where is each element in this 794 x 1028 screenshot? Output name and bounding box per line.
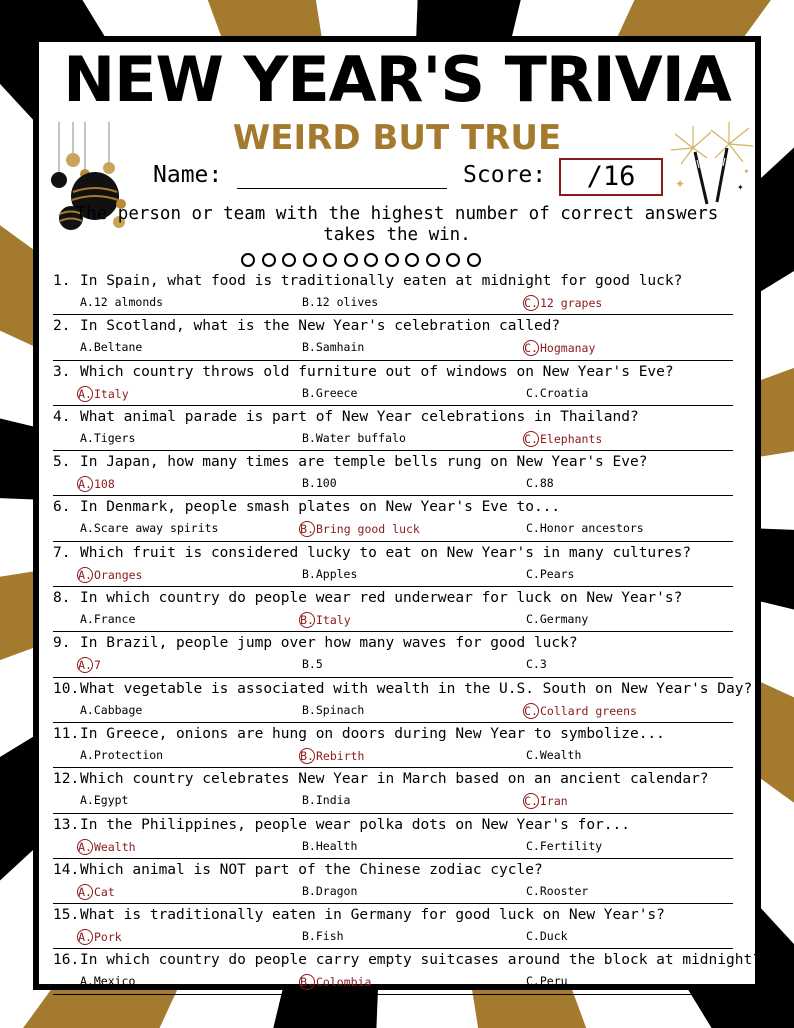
option-text: 100 bbox=[315, 476, 337, 491]
option-letter: B. bbox=[300, 613, 314, 628]
option-letter: B. bbox=[302, 838, 316, 853]
option-letter: C. bbox=[526, 521, 540, 536]
option-text: Wealth bbox=[94, 839, 136, 854]
question-number: 1. bbox=[53, 273, 71, 289]
answer-option-correct[interactable] bbox=[80, 839, 136, 855]
answer-option[interactable] bbox=[302, 839, 357, 853]
option-letter: A. bbox=[80, 430, 94, 445]
option-text: Fertility bbox=[539, 838, 603, 853]
option-letter: C. bbox=[526, 612, 540, 627]
score-field[interactable]: /16 bbox=[559, 158, 663, 196]
question-number: 6. bbox=[53, 499, 71, 516]
tally-circle[interactable] bbox=[426, 253, 440, 267]
score-tally-circles bbox=[241, 253, 481, 267]
option-letter: B. bbox=[302, 793, 316, 808]
option-text: Pears bbox=[539, 566, 575, 581]
option-text: Germany bbox=[539, 612, 589, 627]
tally-circle[interactable] bbox=[303, 253, 317, 267]
question-text: What animal parade is part of New Year celebrations in Thailand? bbox=[80, 408, 639, 425]
tally-circle[interactable] bbox=[467, 253, 481, 267]
question-text: Which animal is NOT part of the Chinese zodiac cycle? bbox=[80, 861, 543, 878]
option-letter: B. bbox=[302, 385, 316, 400]
option-letter: A. bbox=[80, 974, 94, 989]
option-text: Oranges bbox=[94, 567, 143, 582]
answer-option-correct[interactable] bbox=[302, 612, 351, 628]
question-number: 16. bbox=[53, 952, 80, 969]
option-letter: A. bbox=[78, 477, 92, 492]
option-letter: C. bbox=[526, 657, 540, 672]
answer-option-correct[interactable] bbox=[526, 431, 602, 447]
option-text: Egypt bbox=[93, 793, 129, 808]
question-number: 5. bbox=[53, 454, 71, 471]
question-text: In Scotland, what is the New Year's celebration called? bbox=[80, 318, 561, 335]
option-text: Elephants bbox=[540, 431, 603, 446]
option-text: 12 olives bbox=[315, 295, 379, 309]
page-subtitle: WEIRD BUT TRUE bbox=[232, 118, 562, 158]
option-text: 108 bbox=[94, 477, 115, 492]
svg-text:✦: ✦ bbox=[675, 177, 686, 191]
question-text: Which country throws old furniture out of windows on New Year's Eve? bbox=[80, 363, 674, 380]
answer-option[interactable] bbox=[302, 657, 323, 671]
option-letter: B. bbox=[302, 883, 316, 898]
option-letter: C. bbox=[526, 476, 540, 491]
option-text: Colombia bbox=[316, 975, 372, 990]
question-text: In Spain, what food is traditionally eaten at midnight for good luck? bbox=[80, 273, 683, 289]
tally-circle[interactable] bbox=[385, 253, 399, 267]
option-letter: B. bbox=[302, 566, 316, 581]
option-letter: C. bbox=[524, 431, 538, 446]
answer-option[interactable] bbox=[526, 929, 568, 943]
question-text: In the Philippines, people wear polka dots on New Year's for... bbox=[80, 816, 630, 833]
answer-option[interactable] bbox=[302, 431, 406, 445]
option-letter: A. bbox=[78, 839, 92, 854]
option-letter: A. bbox=[80, 612, 94, 627]
question-item bbox=[53, 678, 753, 723]
question-text: What vegetable is associated with wealth in the U.S. South on New Year's Day? bbox=[80, 680, 753, 697]
option-text: Italy bbox=[94, 386, 129, 401]
name-label: Name: bbox=[153, 162, 223, 188]
answer-option[interactable] bbox=[526, 884, 588, 898]
name-field[interactable] bbox=[237, 188, 447, 189]
tally-circle[interactable] bbox=[405, 253, 419, 267]
option-text: 12 almonds bbox=[93, 295, 164, 309]
answer-option[interactable] bbox=[80, 703, 142, 717]
question-text: Which country celebrates New Year in March based on an ancient calendar? bbox=[80, 771, 709, 788]
question-item bbox=[53, 406, 733, 451]
question-item bbox=[53, 270, 733, 315]
question-number: 4. bbox=[53, 408, 71, 425]
question-number: 14. bbox=[53, 861, 80, 878]
option-letter: A. bbox=[78, 930, 92, 945]
question-number: 15. bbox=[53, 907, 80, 924]
option-text: Dragon bbox=[315, 883, 358, 898]
question-text: In which country do people carry empty suitcases around the block at midnight? bbox=[80, 952, 761, 969]
answer-option[interactable] bbox=[302, 929, 344, 943]
question-text: In Greece, onions are hung on doors during New Year to symbolize... bbox=[80, 725, 665, 742]
question-item bbox=[53, 904, 733, 949]
question-number: 10. bbox=[53, 680, 80, 697]
option-text: Greece bbox=[315, 385, 358, 400]
answer-option[interactable] bbox=[302, 567, 357, 581]
answer-option[interactable] bbox=[526, 974, 568, 988]
svg-text:✦: ✦ bbox=[743, 167, 750, 176]
question-item bbox=[53, 768, 733, 813]
question-text: Which fruit is considered lucky to eat on New Year's in many cultures? bbox=[80, 544, 692, 561]
option-text: Beltane bbox=[93, 340, 143, 355]
answer-option-correct[interactable] bbox=[526, 793, 568, 809]
question-number: 12. bbox=[53, 771, 80, 788]
answer-option[interactable] bbox=[526, 657, 547, 671]
answer-option-correct[interactable] bbox=[80, 884, 115, 900]
option-text: Italy bbox=[316, 613, 351, 628]
option-text: Tigers bbox=[93, 430, 136, 445]
page-title: NEW YEAR'S TRIVIA bbox=[63, 43, 731, 116]
option-text: Bring good luck bbox=[316, 522, 420, 537]
answer-option[interactable] bbox=[302, 793, 350, 807]
option-text: Apples bbox=[315, 566, 358, 581]
option-letter: B. bbox=[302, 929, 316, 944]
option-text: Water buffalo bbox=[315, 430, 406, 445]
option-letter: B. bbox=[302, 476, 316, 491]
answer-option[interactable] bbox=[526, 386, 588, 400]
question-text: What is traditionally eaten in Germany for good luck on New Year's? bbox=[80, 907, 665, 924]
option-letter: B. bbox=[300, 975, 314, 990]
instructions: The person or team with the highest number of correct answers takes the win. bbox=[75, 204, 719, 245]
tally-circle[interactable] bbox=[323, 253, 337, 267]
option-text: India bbox=[315, 793, 351, 808]
answer-option-correct[interactable] bbox=[80, 929, 122, 945]
question-number: 3. bbox=[53, 363, 71, 380]
question-item bbox=[53, 949, 761, 994]
option-text: Croatia bbox=[539, 385, 589, 400]
answer-option[interactable] bbox=[526, 612, 588, 626]
question-number: 8. bbox=[53, 590, 71, 607]
answer-option-correct[interactable] bbox=[302, 974, 371, 990]
option-letter: C. bbox=[526, 929, 540, 944]
question-item bbox=[53, 587, 733, 632]
option-letter: C. bbox=[524, 703, 538, 718]
answer-option[interactable] bbox=[526, 567, 574, 581]
option-letter: B. bbox=[300, 748, 314, 763]
answer-option[interactable] bbox=[80, 974, 135, 988]
answer-option[interactable] bbox=[302, 884, 357, 898]
question-number: 9. bbox=[53, 635, 71, 652]
question-number: 11. bbox=[53, 725, 80, 742]
question-text: In Denmark, people smash plates on New Year's Eve to... bbox=[80, 499, 561, 516]
answer-option-correct[interactable] bbox=[80, 386, 129, 402]
option-text: Mexico bbox=[93, 974, 136, 989]
answer-option[interactable] bbox=[302, 476, 337, 490]
option-letter: C. bbox=[526, 838, 540, 853]
option-text: 3 bbox=[539, 657, 547, 672]
option-letter: C. bbox=[526, 385, 540, 400]
answer-option-correct[interactable] bbox=[302, 748, 364, 764]
option-letter: C. bbox=[526, 883, 540, 898]
option-letter: A. bbox=[80, 747, 94, 762]
answer-option-correct[interactable] bbox=[80, 657, 101, 673]
option-text: Rebirth bbox=[316, 748, 365, 763]
answer-option-correct[interactable] bbox=[80, 476, 115, 492]
option-letter: A. bbox=[78, 658, 92, 673]
tally-circle[interactable] bbox=[241, 253, 255, 267]
option-letter: B. bbox=[302, 702, 316, 717]
option-letter: C. bbox=[524, 341, 538, 356]
option-letter: C. bbox=[526, 974, 540, 989]
option-letter: C. bbox=[524, 794, 538, 809]
option-letter: A. bbox=[80, 702, 94, 717]
question-item bbox=[53, 542, 733, 587]
answer-option[interactable] bbox=[526, 748, 581, 762]
answer-option[interactable] bbox=[302, 703, 364, 717]
tally-circle[interactable] bbox=[446, 253, 460, 267]
option-letter: B. bbox=[300, 522, 314, 537]
answer-option-correct[interactable] bbox=[302, 521, 420, 537]
answer-option[interactable] bbox=[80, 340, 142, 354]
question-item bbox=[53, 315, 733, 360]
option-text: Wealth bbox=[539, 747, 582, 762]
question-item bbox=[53, 814, 733, 859]
question-text: In Brazil, people jump over how many waves for good luck? bbox=[80, 635, 578, 652]
question-number: 2. bbox=[53, 318, 71, 335]
option-text: Pork bbox=[94, 930, 122, 945]
svg-text:✦: ✦ bbox=[737, 183, 744, 192]
option-text: 12 grapes bbox=[540, 296, 603, 310]
answer-option[interactable] bbox=[80, 612, 135, 626]
answer-option-correct[interactable] bbox=[526, 703, 637, 719]
question-item bbox=[53, 632, 733, 677]
option-text: Hogmanay bbox=[540, 341, 596, 356]
option-text: Scare away spirits bbox=[93, 521, 219, 536]
option-text: Honor ancestors bbox=[539, 521, 644, 536]
score-label: Score: bbox=[463, 162, 547, 188]
answer-option[interactable] bbox=[80, 793, 128, 807]
question-item bbox=[53, 451, 733, 496]
question-list bbox=[53, 270, 761, 995]
answer-option-correct[interactable] bbox=[526, 295, 602, 311]
question-text: In Japan, how many times are temple bells rung on New Year's Eve? bbox=[80, 454, 648, 471]
option-text: Fish bbox=[315, 929, 344, 944]
answer-option[interactable] bbox=[526, 839, 602, 853]
question-text: In which country do people wear red underwear for luck on New Year's? bbox=[80, 590, 683, 607]
answer-option[interactable] bbox=[526, 521, 644, 535]
option-text: Collard greens bbox=[540, 703, 637, 718]
option-letter: A. bbox=[80, 521, 94, 536]
option-letter: B. bbox=[302, 295, 316, 309]
option-text: 5 bbox=[315, 657, 323, 672]
option-letter: A. bbox=[80, 340, 94, 355]
option-text: Duck bbox=[539, 929, 568, 944]
answer-option[interactable] bbox=[302, 386, 357, 400]
answer-option-correct[interactable] bbox=[80, 567, 142, 583]
answer-option-correct[interactable] bbox=[526, 340, 595, 356]
answer-option[interactable] bbox=[80, 521, 218, 535]
option-text: 88 bbox=[539, 476, 554, 491]
option-text: Health bbox=[315, 838, 358, 853]
answer-option[interactable] bbox=[80, 295, 163, 309]
question-number: 7. bbox=[53, 544, 71, 561]
question-item bbox=[53, 723, 733, 768]
option-letter: B. bbox=[302, 657, 316, 672]
option-letter: A. bbox=[78, 884, 92, 899]
option-letter: B. bbox=[302, 430, 316, 445]
answer-option[interactable] bbox=[302, 340, 364, 354]
option-letter: C. bbox=[526, 566, 540, 581]
option-text: Cabbage bbox=[93, 702, 143, 717]
tally-circle[interactable] bbox=[364, 253, 378, 267]
option-letter: A. bbox=[80, 295, 94, 309]
tally-circle[interactable] bbox=[282, 253, 296, 267]
option-letter: C. bbox=[526, 747, 540, 762]
answer-option[interactable] bbox=[526, 476, 554, 490]
option-text: 7 bbox=[94, 658, 101, 673]
tally-circle[interactable] bbox=[262, 253, 276, 267]
question-item bbox=[53, 361, 733, 406]
option-letter: B. bbox=[302, 340, 316, 355]
option-text: France bbox=[93, 612, 136, 627]
trivia-card bbox=[33, 36, 761, 990]
answer-option[interactable] bbox=[80, 431, 135, 445]
question-item bbox=[53, 496, 733, 541]
option-letter: C. bbox=[524, 296, 538, 310]
question-item bbox=[53, 859, 733, 904]
answer-option[interactable] bbox=[302, 295, 378, 309]
question-number: 13. bbox=[53, 816, 80, 833]
answer-option[interactable] bbox=[80, 748, 163, 762]
tally-circle[interactable] bbox=[344, 253, 358, 267]
option-text: Cat bbox=[94, 884, 115, 899]
option-text: Protection bbox=[93, 747, 164, 762]
option-text: Samhain bbox=[315, 340, 365, 355]
option-text: Spinach bbox=[315, 702, 365, 717]
option-text: Iran bbox=[540, 794, 568, 809]
option-letter: A. bbox=[78, 567, 92, 582]
option-text: Peru bbox=[539, 974, 568, 989]
option-text: Rooster bbox=[539, 883, 589, 898]
option-letter: A. bbox=[80, 793, 94, 808]
option-letter: A. bbox=[78, 386, 92, 401]
